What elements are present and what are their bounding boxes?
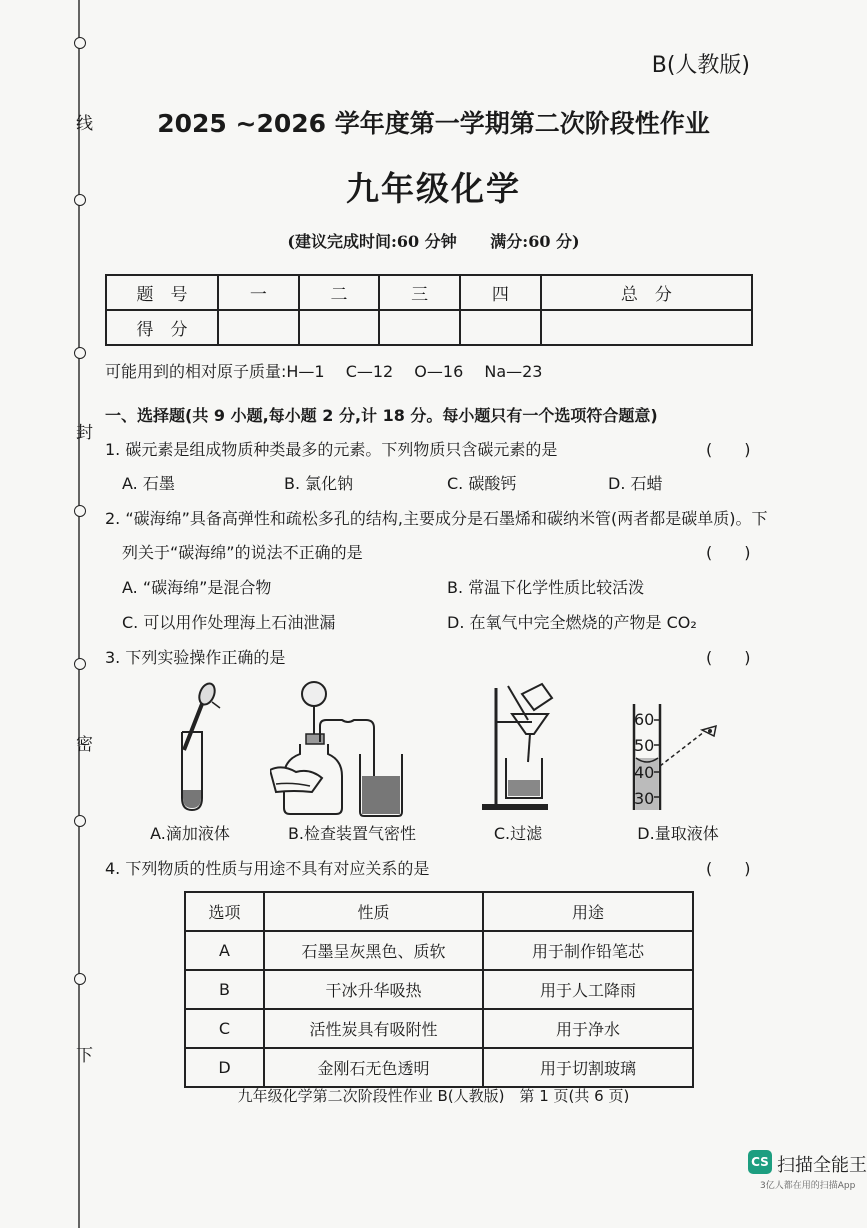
scanner-app-name: 扫描全能王 [777,1155,867,1176]
score-table-header-row [106,275,752,310]
score-entry[interactable] [379,310,460,345]
table-header-cell: 用途 [483,892,693,931]
score-cell: 得 分 [106,310,218,345]
cylinder-tick-label: 50 [634,736,655,755]
score-cell: 一 [218,275,299,310]
q3-caption-c[interactable]: C.过滤 [493,824,543,843]
edition-label: B(人教版) [651,53,750,78]
q1-option-c[interactable]: C. 碳酸钙 [447,474,517,493]
answer-paren[interactable]: ( ) [706,543,751,562]
score-cell: 总 分 [541,275,752,310]
score-entry[interactable] [218,310,299,345]
full-score: 满分:60 分) [490,232,580,251]
table-cell: 用于切割玻璃 [483,1048,693,1087]
table-cell: 石墨呈灰黑色、质软 [264,931,483,970]
q1-option-b[interactable]: B. 氯化钠 [284,474,354,493]
binding-hole [74,37,86,49]
table-row [185,1048,693,1087]
dropper-test-tube-illustration [160,680,230,815]
q3-caption-a[interactable]: A.滴加液体 [150,824,230,843]
table-header-row [185,892,693,931]
question-2-stem: 2. “碳海绵”具备高弹性和疏松多孔的结构,主要成分是石墨烯和碳纳米管(两者都是碳单质)。下 [105,509,768,528]
q3-caption-d[interactable]: D.量取液体 [637,824,719,843]
score-entry[interactable] [541,310,752,345]
q2-option-b[interactable]: B. 常温下化学性质比较活泼 [447,578,645,597]
table-row [185,1009,693,1048]
table-cell: 用于人工降雨 [483,970,693,1009]
score-cell: 三 [379,275,460,310]
table-row [185,931,693,970]
table-cell: 活性炭具有吸附性 [264,1009,483,1048]
binding-hole [74,815,86,827]
q3-caption-b[interactable]: B.检查装置气密性 [287,824,417,843]
atomic-mass-line: 可能用到的相对原子质量:H—1 C—12 O—16 Na—23 [105,362,543,381]
q2-option-d[interactable]: D. 在氧气中完全燃烧的产物是 CO₂ [447,613,697,632]
cylinder-tick-label: 60 [634,710,655,729]
scanner-logo-icon: CS [748,1150,772,1174]
binding-hole [74,973,86,985]
filtration-illustration [478,680,558,815]
table-cell: 用于制作铅笔芯 [483,931,693,970]
binding-mark-mi: 密 [72,735,92,752]
binding-hole [74,505,86,517]
table-cell: A [185,931,264,970]
score-cell: 二 [299,275,380,310]
suggested-time: (建议完成时间:60 分钟 [287,232,457,251]
table-header-cell: 选项 [185,892,264,931]
page-footer: 九年级化学第二次阶段性作业 B(人教版) 第 1 页(共 6 页) [237,1087,630,1105]
answer-paren[interactable]: ( ) [706,859,751,878]
question-2-stem-cont: 列关于“碳海绵”的说法不正确的是 [122,543,363,562]
score-entry[interactable] [460,310,541,345]
airtightness-check-illustration [270,680,410,820]
table-cell: B [185,970,264,1009]
cylinder-tick-label: 30 [634,789,655,808]
binding-hole [74,347,86,359]
q1-option-d[interactable]: D. 石蜡 [608,474,663,493]
q2-option-c[interactable]: C. 可以用作处理海上石油泄漏 [122,613,336,632]
table-cell: D [185,1048,264,1087]
question-4-stem: 4. 下列物质的性质与用途不具有对应关系的是 [105,859,430,878]
section-heading: 一、选择题(共 9 小题,每小题 2 分,计 18 分。每小题只有一个选项符合题意) [105,406,658,425]
table-cell: 金刚石无色透明 [264,1048,483,1087]
score-entry[interactable] [299,310,380,345]
score-cell: 四 [460,275,541,310]
answer-paren[interactable]: ( ) [706,648,751,667]
table-row [185,970,693,1009]
score-cell: 题 号 [106,275,218,310]
scanner-tagline: 3亿人都在用的扫描App [760,1181,856,1191]
score-table-score-row [106,310,752,345]
binding-hole [74,658,86,670]
question-1-stem: 1. 碳元素是组成物质种类最多的元素。下列物质只含碳元素的是 [105,440,558,459]
table-cell: C [185,1009,264,1048]
q1-option-a[interactable]: A. 石墨 [122,474,175,493]
subject-title: 九年级化学 [346,169,521,208]
table-cell: 干冰升华吸热 [264,970,483,1009]
cylinder-tick-label: 40 [634,763,655,782]
exam-title: 2025 ~2026 学年度第一学期第二次阶段性作业 [157,109,710,138]
table-header-cell: 性质 [264,892,483,931]
table-cell: 用于净水 [483,1009,693,1048]
score-table [105,274,753,346]
q2-option-a[interactable]: A. “碳海绵”是混合物 [122,578,272,597]
question-3-stem: 3. 下列实验操作正确的是 [105,648,286,667]
time-info [0,229,867,252]
binding-mark-xia: 下 [72,1046,92,1063]
binding-mark-xian: 线 [72,114,92,131]
binding-mark-feng: 封 [72,423,92,440]
q4-properties-table [184,891,694,1088]
answer-paren[interactable]: ( ) [706,440,751,459]
